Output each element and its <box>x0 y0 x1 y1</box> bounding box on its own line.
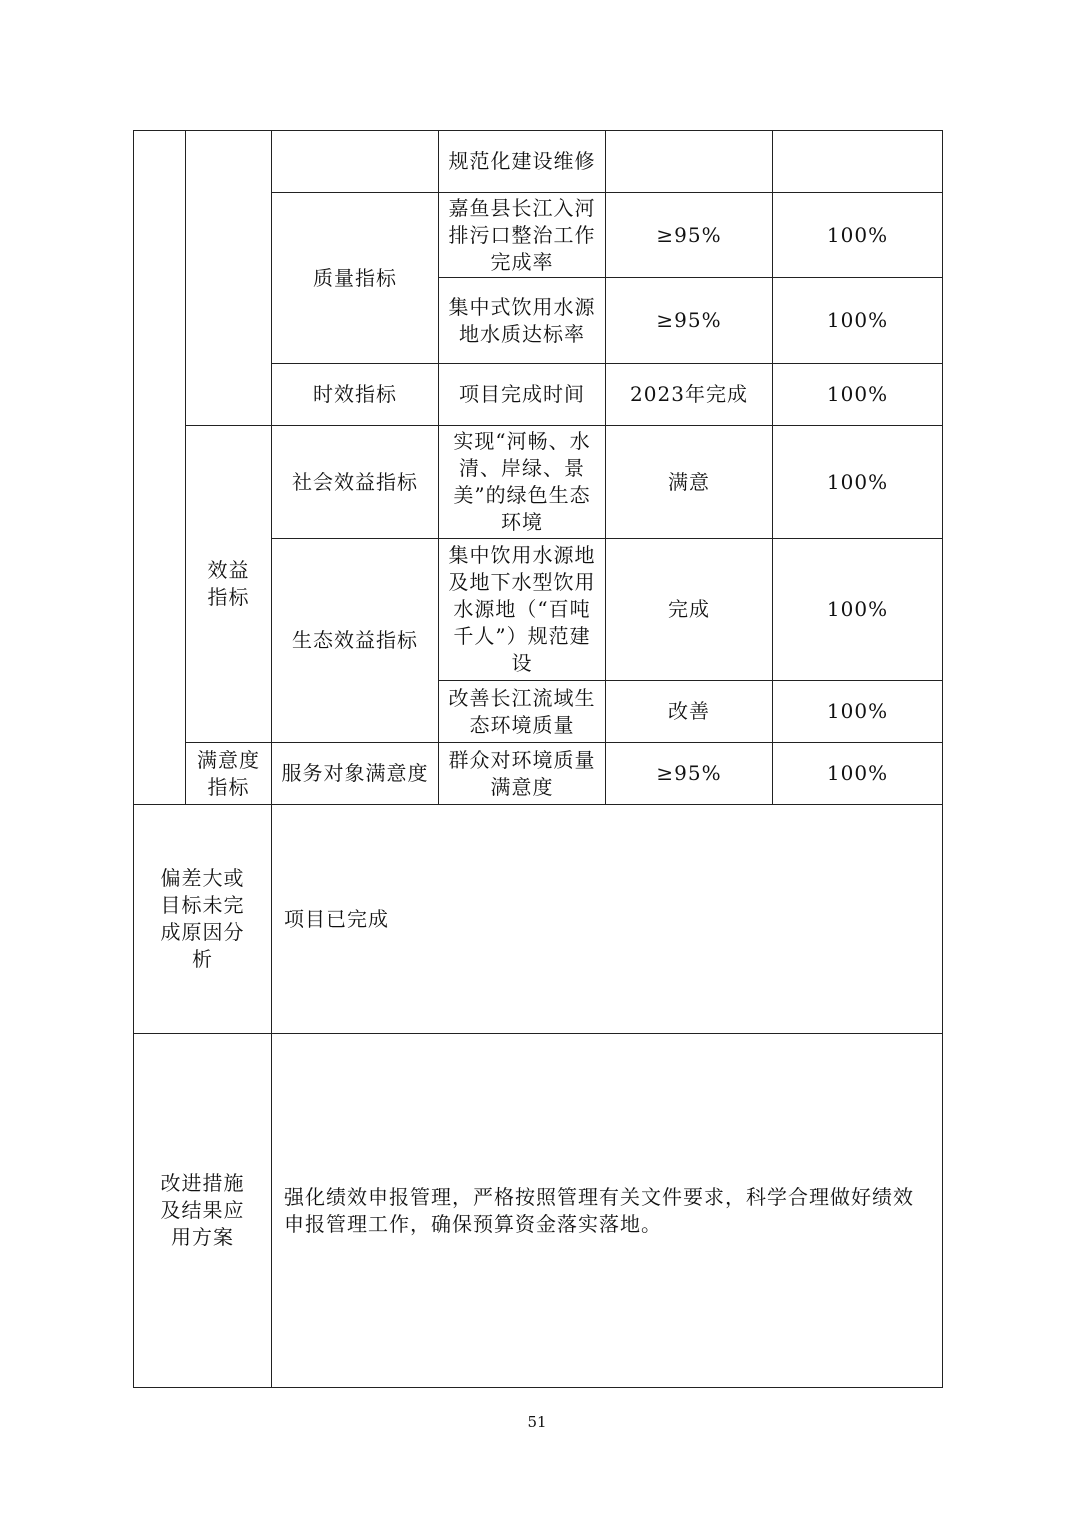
indicator-cell: 项目完成时间 <box>439 364 606 426</box>
performance-table <box>133 130 943 1388</box>
target-value-cell: 满意 <box>606 426 773 539</box>
improvement-label: 改进措施及结果应用方案 <box>160 1171 245 1249</box>
deviation-row <box>134 805 943 1034</box>
level1-category-cell <box>134 131 186 805</box>
actual-value-cell: 100% <box>773 539 943 681</box>
target-value-cell: 改善 <box>606 681 773 743</box>
secondary-indicator-cell: 质量指标 <box>272 193 439 364</box>
actual-value-cell: 100% <box>773 193 943 278</box>
table-row <box>134 426 943 539</box>
indicator-cell: 规范化建设维修 <box>439 131 606 193</box>
target-value-cell: ≥95% <box>606 278 773 364</box>
secondary-indicator-cell <box>272 131 439 193</box>
primary-indicator-cell <box>186 426 272 743</box>
indicator-cell: 群众对环境质量满意度 <box>439 743 606 805</box>
actual-value-cell: 100% <box>773 364 943 426</box>
table-row <box>134 131 943 193</box>
target-value-cell: 2023年完成 <box>606 364 773 426</box>
deviation-label-cell <box>134 805 272 1034</box>
secondary-indicator-cell: 生态效益指标 <box>272 539 439 743</box>
actual-value-cell <box>773 131 943 193</box>
deviation-label: 偏差大或目标未完成原因分析 <box>160 866 245 971</box>
indicator-cell: 集中饮用水源地及地下水型饮用水源地（“百吨千人”）规范建设 <box>439 539 606 681</box>
improvement-label-cell <box>134 1034 272 1388</box>
actual-value-cell: 100% <box>773 278 943 364</box>
secondary-indicator-cell: 社会效益指标 <box>272 426 439 539</box>
page-number: 51 <box>527 1413 547 1431</box>
table-row <box>134 743 943 805</box>
primary-indicator-cell <box>186 743 272 805</box>
actual-value-cell: 100% <box>773 743 943 805</box>
primary-indicator-label: 效益指标 <box>207 558 250 609</box>
indicator-cell: 集中式饮用水源地水质达标率 <box>439 278 606 364</box>
indicator-cell: 嘉鱼县长江入河排污口整治工作完成率 <box>439 193 606 278</box>
target-value-cell: ≥95% <box>606 743 773 805</box>
indicator-cell: 实现“河畅、水清、岸绿、景美”的绿色生态环境 <box>439 426 606 539</box>
target-value-cell: 完成 <box>606 539 773 681</box>
improvement-row <box>134 1034 943 1388</box>
deviation-content-cell: 项目已完成 <box>272 805 943 1034</box>
improvement-content-cell: 强化绩效申报管理，严格按照管理有关文件要求，科学合理做好绩效申报管理工作，确保预算资金落实落地。 <box>272 1034 943 1388</box>
actual-value-cell: 100% <box>773 426 943 539</box>
secondary-indicator-cell: 服务对象满意度 <box>272 743 439 805</box>
actual-value-cell: 100% <box>773 681 943 743</box>
target-value-cell: ≥95% <box>606 193 773 278</box>
level2-category-cell <box>186 131 272 426</box>
primary-indicator-label: 满意度指标 <box>197 747 260 799</box>
target-value-cell <box>606 131 773 193</box>
indicator-cell: 改善长江流域生态环境质量 <box>439 681 606 743</box>
secondary-indicator-cell: 时效指标 <box>272 364 439 426</box>
